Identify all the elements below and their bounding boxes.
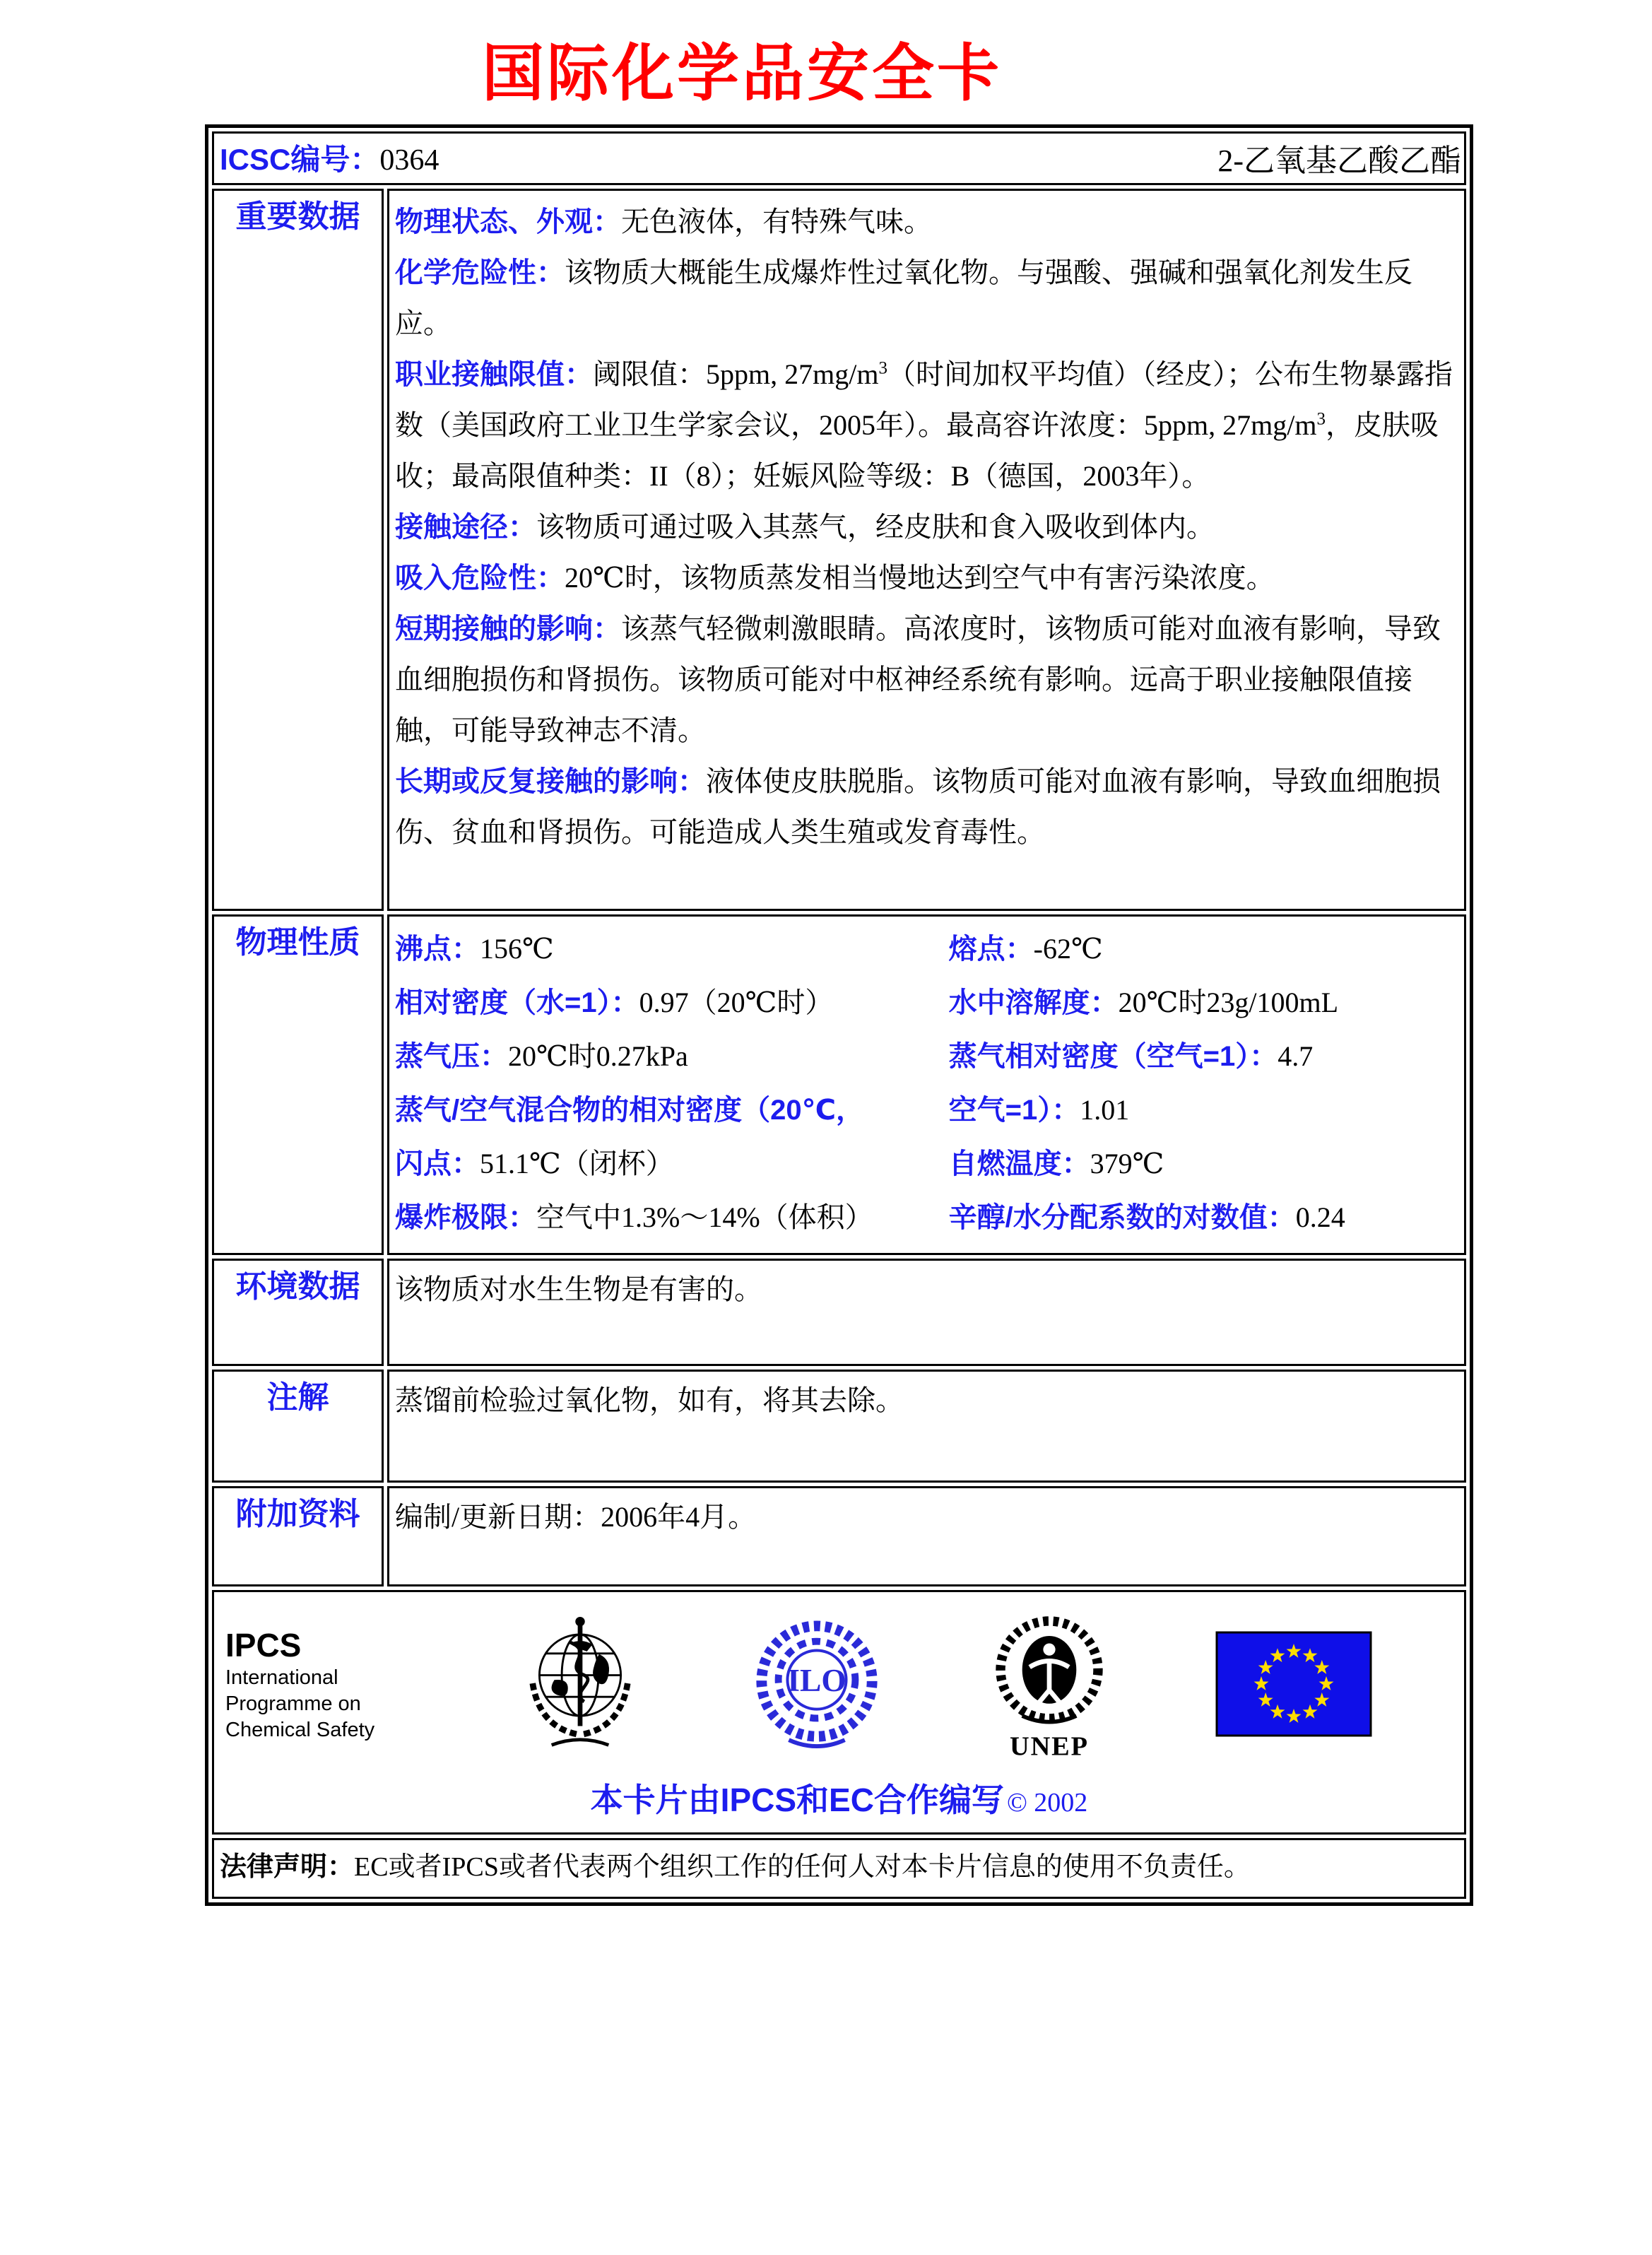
vapor-air-mixture-density-value: 空气=1）：1.01: [948, 1094, 1130, 1126]
octanol-water-partition: 辛醇/水分配系数的对数值：0.24: [948, 1201, 1345, 1233]
footer-cell: [212, 1590, 1466, 1835]
additional-info-text: 编制/更新日期：2006年4月。: [395, 1501, 757, 1533]
icsc-number-group: [220, 136, 439, 179]
additional-info-row-label: 附加资料: [212, 1486, 384, 1586]
unep-letters: UNEP: [1009, 1731, 1089, 1762]
relative-density: 相对密度（水=1）：0.97（20℃时）: [395, 987, 834, 1018]
notes-row: [212, 1370, 1466, 1483]
flash-point: 闪点：51.1℃（闭杯）: [395, 1148, 674, 1179]
environmental-data-row-label: 环境数据: [212, 1259, 384, 1366]
boiling-point: 沸点：156℃: [395, 933, 554, 965]
footer-caption-text: 本卡片由IPCS和EC合作编写: [590, 1782, 1004, 1818]
vapor-relative-density: 蒸气相对密度（空气=1）：4.7: [948, 1040, 1314, 1072]
environmental-data-content: [387, 1259, 1466, 1366]
important-paragraph-exposure-limits: 职业接触限值：阈限值：5ppm, $27mg/m^3$（时间加权平均值）（经皮）；公布生物暴露指数（美国政府工业卫生学家会议，2005年）。最高容许浓度：5ppm, $27mg/m^3$，皮肤吸收；最高限值种类：II（8）；妊娠风险等级：B（德国，2003年）。: [395, 358, 1453, 492]
physical-row: [395, 1137, 1460, 1191]
page-title: 国际化学品安全卡: [481, 40, 1002, 109]
important-paragraph-chemical-danger: 化学危险性：该物质大概能生成爆炸性过氧化物。与强酸、强碱和强氧化剂发生反应。: [395, 257, 1412, 339]
ipcs-line: Chemical Safety: [225, 1718, 375, 1741]
additional-info-content: [387, 1486, 1466, 1586]
vapor-pressure: 蒸气压：20℃时0.27kPa: [395, 1040, 688, 1072]
physical-properties-row: [212, 914, 1466, 1255]
footer-caption: [214, 1774, 1464, 1821]
icsc-number-label: ICSC编号：: [220, 143, 380, 176]
unep-logo-icon: [985, 1606, 1114, 1762]
ipcs-line: International: [225, 1666, 338, 1689]
ilo-letters: ILO: [786, 1661, 846, 1698]
ipcs-text-block: [225, 1625, 411, 1743]
ilo-logo-icon: [750, 1615, 883, 1753]
physical-row: [395, 1191, 1460, 1244]
logo-strip: [214, 1602, 1464, 1762]
ipcs-title: IPCS: [225, 1626, 302, 1664]
header-cell: [212, 131, 1466, 185]
legal-row: [212, 1838, 1466, 1899]
additional-info-row: [212, 1486, 1466, 1586]
vapor-air-mixture-density: 蒸气/空气混合物的相对密度（20℃，: [395, 1095, 865, 1126]
notes-text: 蒸馏前检验过氧化物，如有，将其去除。: [395, 1384, 904, 1416]
environmental-data-text: 该物质对水生生物是有害的。: [395, 1273, 762, 1305]
important-paragraph-short-term: 短期接触的影响：该蒸气轻微刺激眼睛。高浓度时，该物质可能对血液有影响，导致血细胞损伤和肾损伤。该物质可能对中枢神经系统有影响。远高于职业接触限值接触，可能导致神志不清。: [395, 613, 1441, 746]
physical-properties-content: [387, 914, 1466, 1255]
who-logo-icon: [512, 1611, 648, 1758]
explosive-limits: 爆炸极限：空气中1.3%～14%（体积）: [395, 1201, 873, 1233]
superscript: 3: [878, 358, 887, 378]
legal-label: 法律声明：: [220, 1852, 355, 1882]
notes-row-label: 注解: [212, 1370, 384, 1483]
eu-flag-icon: [1215, 1631, 1372, 1737]
footer-copyright: © 2002: [1006, 1788, 1088, 1818]
autoignition-temperature: 自燃温度：379℃: [948, 1148, 1164, 1179]
melting-point: 熔点：-62℃: [948, 933, 1103, 965]
important-paragraph-long-term: 长期或反复接触的影响：液体使皮肤脱脂。该物质可能对血液有影响，导致血细胞损伤、贫血和肾损伤。可能造成人类生殖或发育毒性。: [395, 765, 1441, 848]
water-solubility: 水中溶解度：20℃时23g/100mL: [948, 987, 1339, 1018]
physical-row: [395, 922, 1460, 976]
physical-row: [395, 976, 1460, 1030]
chemical-name: 2-乙氧基乙酸乙酯: [1217, 143, 1461, 178]
footer-row: [212, 1590, 1466, 1835]
physical-row: [395, 1030, 1460, 1083]
icsc-number-value: 0364: [379, 144, 439, 177]
important-paragraph-exposure-routes: 接触途径：该物质可通过吸入其蒸气，经皮肤和食入吸收到体内。: [395, 511, 1215, 543]
notes-content: [387, 1370, 1466, 1483]
ipcs-line: Programme on: [225, 1692, 361, 1715]
physical-row: [395, 1083, 1460, 1137]
environmental-data-row: [212, 1259, 1466, 1366]
icsc-card-table: [205, 124, 1473, 1906]
superscript: 3: [1316, 409, 1326, 429]
important-data-row-label: 重要数据: [212, 189, 384, 911]
legal-cell: [212, 1838, 1466, 1899]
physical-properties-row-label: 物理性质: [212, 914, 384, 1255]
important-paragraph-inhalation-risk: 吸入危险性：20℃时，该物质蒸发相当慢地达到空气中有害污染浓度。: [395, 562, 1275, 594]
important-paragraph-appearance: 物理状态、外观：无色液体，有特殊气味。: [395, 206, 932, 237]
important-data-content: [387, 189, 1466, 911]
legal-text: EC或者IPCS或者代表两个组织工作的任何人对本卡片信息的使用不负责任。: [354, 1852, 1251, 1882]
header-row: [212, 131, 1466, 185]
important-data-row: [212, 189, 1466, 911]
